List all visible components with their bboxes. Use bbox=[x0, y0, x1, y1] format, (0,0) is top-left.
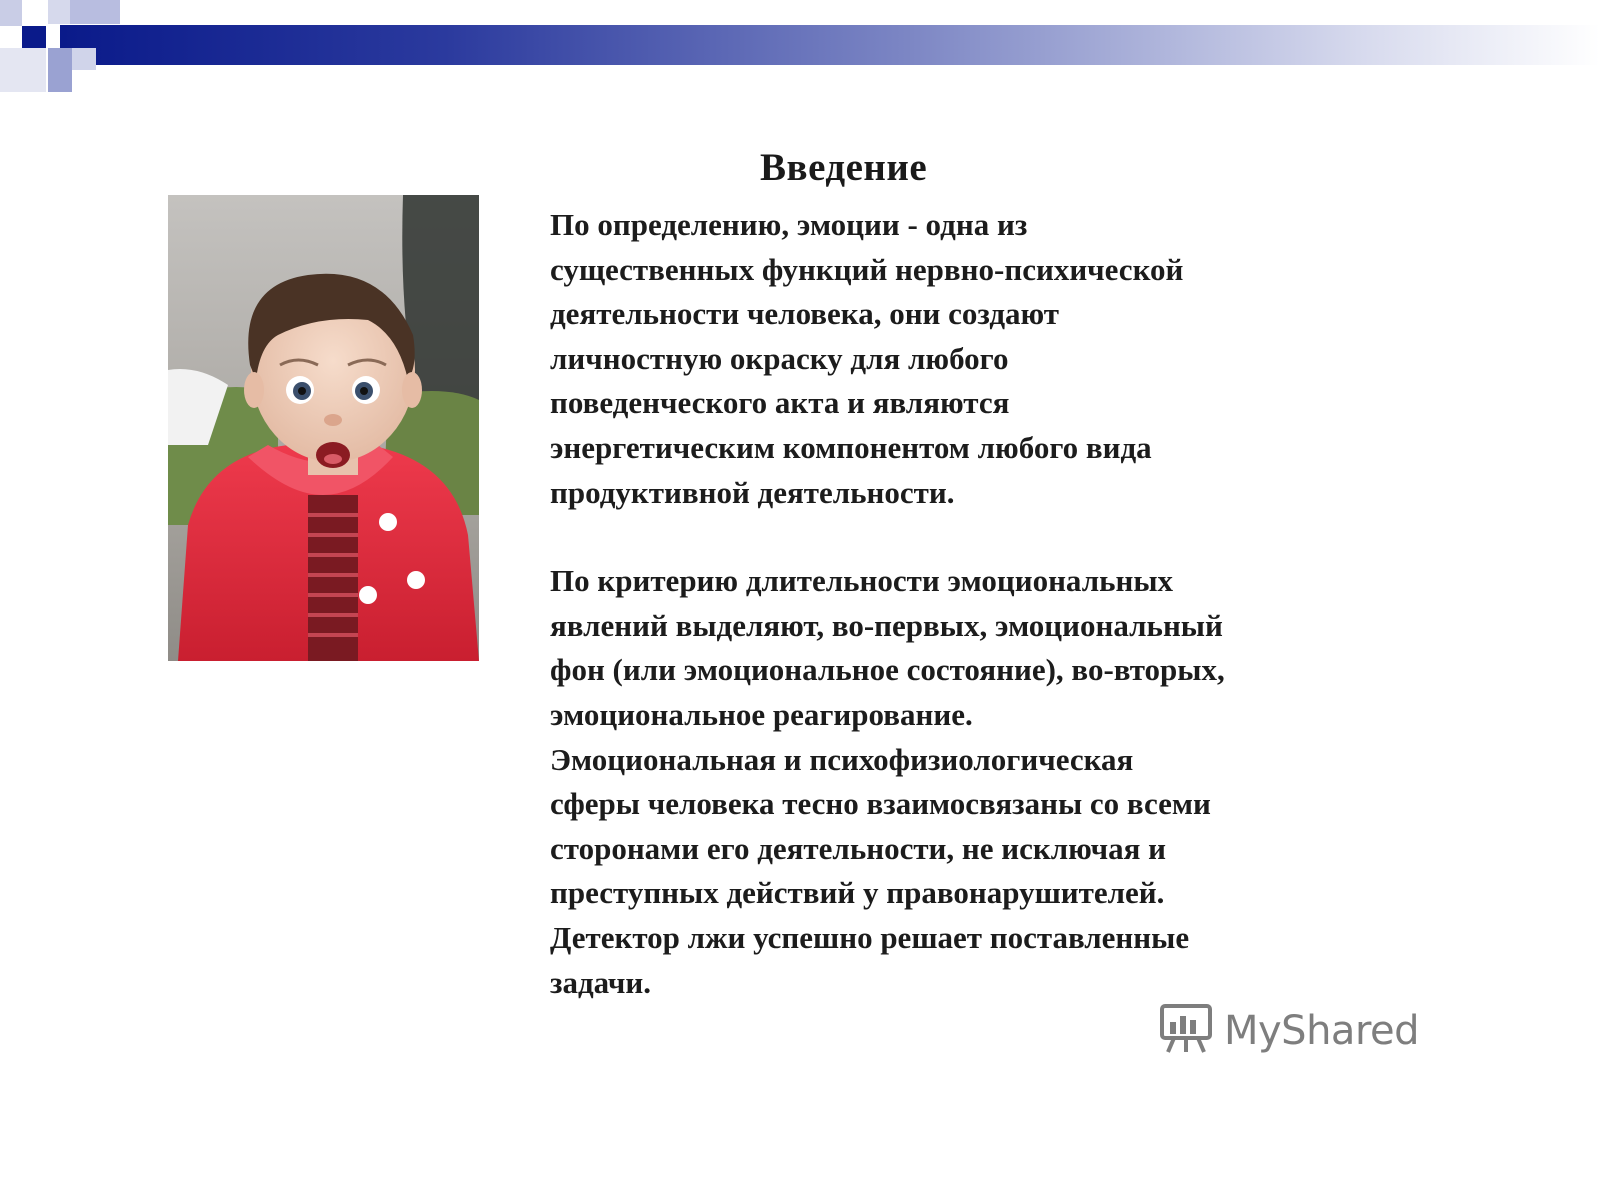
watermark-text: MyShared bbox=[1224, 1007, 1420, 1054]
header-decor-square bbox=[22, 26, 46, 48]
myshared-watermark[interactable] bbox=[1158, 1000, 1419, 1061]
text-line: личностную окраску для любого bbox=[550, 340, 1009, 376]
slide-title: Введение bbox=[760, 146, 928, 189]
slide-body-text bbox=[550, 203, 1380, 1005]
text-line: эмоциональное реагирование. bbox=[550, 696, 973, 732]
surprised-baby-photo bbox=[168, 195, 479, 661]
baby-illustration bbox=[168, 195, 479, 661]
text-line: Эмоциональная и психофизиологическая bbox=[550, 741, 1134, 777]
paragraph-2 bbox=[550, 559, 1380, 1005]
paragraph-gap bbox=[550, 515, 1380, 559]
text-line: деятельности человека, они создают bbox=[550, 296, 1060, 332]
header-gradient-bar bbox=[60, 25, 1600, 65]
header-decor-square bbox=[48, 48, 72, 92]
text-line: задачи. bbox=[550, 964, 651, 1000]
paragraph-1 bbox=[550, 203, 1380, 515]
text-line: фон (или эмоциональное состояние), во-вторых, bbox=[550, 652, 1225, 688]
myshared-logo-icon bbox=[1158, 1000, 1214, 1061]
text-line: сторонами его деятельности, не исключая и bbox=[550, 830, 1167, 866]
header-decor-square bbox=[0, 0, 22, 26]
text-line: поведенческого акта и являются bbox=[550, 385, 1010, 421]
header-decor-square bbox=[72, 48, 96, 70]
text-line: Детектор лжи успешно решает поставленные bbox=[550, 919, 1190, 955]
header-decor-square bbox=[48, 0, 70, 24]
text-line: продуктивной деятельности. bbox=[550, 474, 955, 510]
header-decor-square bbox=[0, 48, 46, 92]
text-line: энергетическим компонентом любого вида bbox=[550, 429, 1152, 465]
header-decor-square bbox=[70, 0, 120, 24]
text-line: явлений выделяют, во-первых, эмоциональный bbox=[550, 607, 1223, 643]
text-line: По критерию длительности эмоциональных bbox=[550, 563, 1174, 599]
text-line: преступных действий у правонарушителей. bbox=[550, 875, 1165, 911]
text-line: существенных функций нервно-психической bbox=[550, 251, 1184, 287]
text-line: По определению, эмоции - одна из bbox=[550, 207, 1028, 242]
text-line: сферы человека тесно взаимосвязаны со всеми bbox=[550, 786, 1211, 822]
